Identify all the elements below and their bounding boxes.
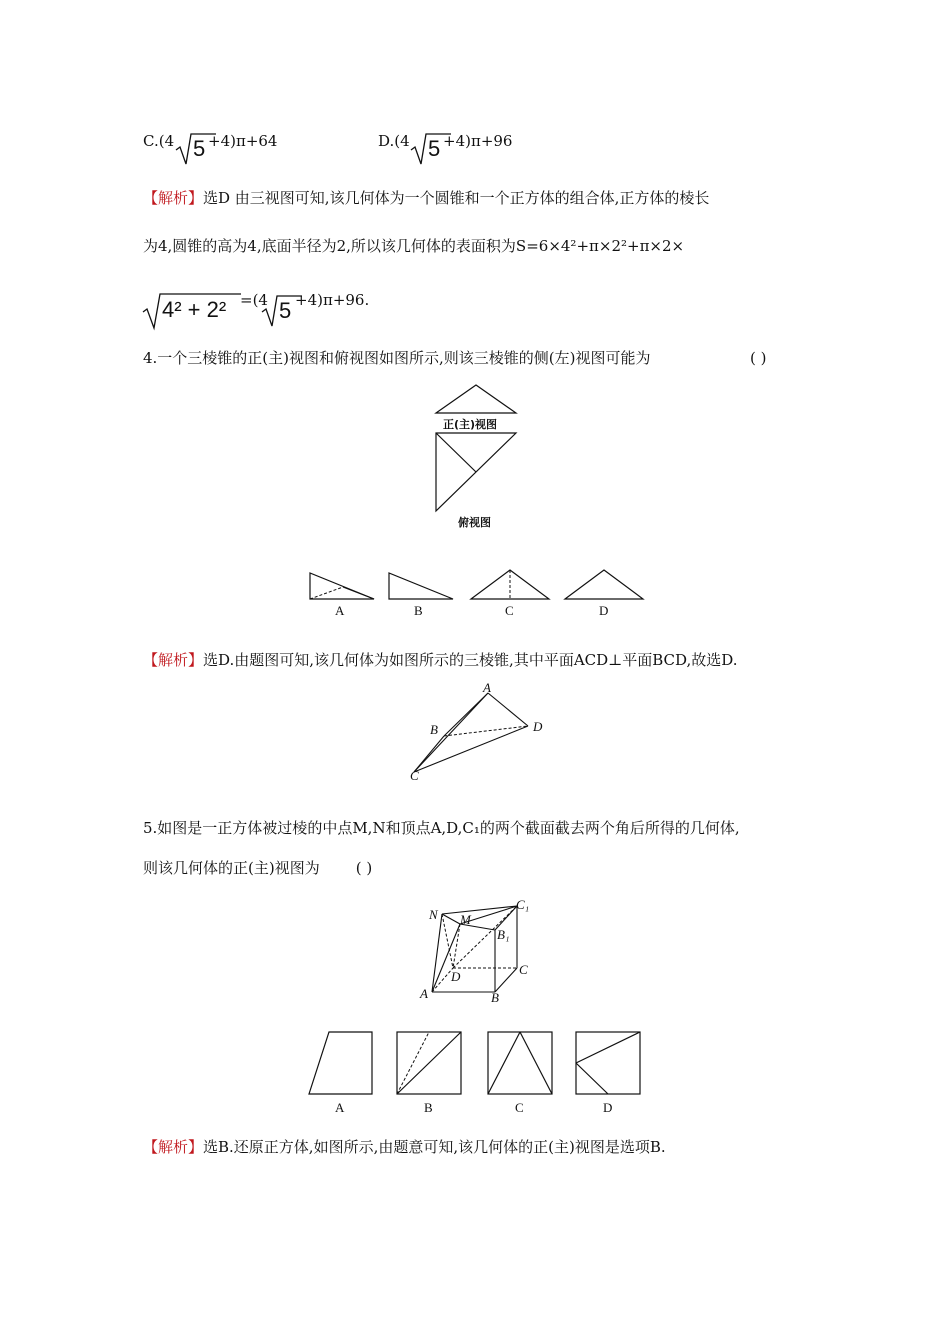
sol4-point-b: B (430, 722, 438, 737)
q4-answer-paren: ( ) (750, 349, 767, 367)
sol3-line1 (143, 188, 709, 208)
q5-option-a-figure (309, 1032, 372, 1094)
q4-option-b-label: B (414, 603, 423, 618)
q5-option-c-figure (488, 1032, 552, 1094)
sol5-line (143, 1137, 666, 1157)
q4-option-d-figure (565, 570, 643, 599)
q4-top-view (430, 431, 550, 521)
sol4-pyramid (400, 680, 560, 790)
q4-option-a-label: A (335, 603, 345, 618)
q5-option-b-label: B (424, 1100, 433, 1115)
q5-option-c-label: C (515, 1100, 524, 1115)
q4-front-label: 正(主)视图 (443, 418, 498, 431)
q3-option-c (143, 131, 174, 151)
q5-stem-line2 (143, 858, 372, 878)
q5-stem-line1: 5.如图是一正方体被过棱的中点M,N和顶点A,D,C₁的两个截面截去两个角后所得的几何体, (143, 819, 740, 837)
q5-answer-paren: ( ) (355, 859, 373, 877)
q4-option-b-figure (389, 573, 453, 599)
q4-options-figures (305, 567, 665, 607)
q5-option-d-figure (576, 1032, 640, 1094)
sol4-line (143, 650, 738, 670)
sol3-line2: 为4,圆锥的高为4,底面半径为2,所以该几何体的表面积为S=6×4²+π×2²+π×2× (143, 237, 685, 255)
q3-option-d (378, 131, 410, 151)
q4-option-c-figure (471, 570, 549, 599)
sol4-point-a: A (483, 680, 491, 695)
sol5-text: 选B.还原正方体,如图所示,由题意可知,该几何体的正(主)视图是选项B. (203, 1138, 666, 1156)
q5-label-d: D (451, 969, 461, 984)
q4-option-a-figure (310, 573, 374, 599)
q4-stem: 4.一个三棱锥的正(主)视图和俯视图如图所示,则该三棱锥的侧(左)视图可能为 (143, 349, 651, 367)
q5-label-b1: B₁ (497, 927, 510, 942)
q4-top-label: 俯视图 (458, 516, 491, 529)
sol3-eq: =(4 (240, 291, 268, 309)
sol3-tail: +4)π+96. (295, 291, 370, 309)
sol4-point-c: C (410, 768, 419, 783)
q5-option-b-figure (397, 1032, 461, 1094)
sol3-text1: 选D 由三视图可知,该几何体为一个圆锥和一个正方体的组合体,正方体的棱长 (203, 189, 710, 207)
q5-label-c: C (519, 962, 528, 977)
sol4-tag: 【解析】 (143, 651, 204, 669)
sol3-radicand-5: 5 (279, 298, 292, 323)
q5-label-n: N (429, 907, 438, 922)
sol3-tag: 【解析】 (143, 189, 204, 207)
sol5-tag: 【解析】 (143, 1138, 204, 1156)
sol4-point-d: D (533, 719, 543, 734)
sol3-radicand: 4² + 2² (162, 297, 227, 322)
q5-option-a-label: A (335, 1100, 345, 1115)
q5-option-d-label: D (603, 1100, 613, 1115)
q3-optc-prefix: C.(4 (143, 132, 175, 150)
q4-option-c-label: C (505, 603, 514, 618)
q3-optd-radicand: 5 (428, 136, 441, 161)
q5-label-a: A (420, 986, 428, 1001)
q5-options-figures (305, 1030, 665, 1100)
q3-optc-radicand: 5 (193, 136, 206, 161)
q4-option-d-label: D (599, 603, 609, 618)
q5-label-m: M (460, 912, 471, 927)
q3-optd-suffix: +4)π+96 (443, 132, 513, 150)
sol4-text: 选D.由题图可知,该几何体为如图所示的三棱锥,其中平面ACD⊥平面BCD,故选D. (203, 651, 738, 669)
q3-optd-prefix: D.(4 (378, 132, 410, 150)
q5-label-b: B (491, 990, 499, 1005)
q5-label-c1: C₁ (516, 897, 530, 912)
q5-stem-text2: 则该几何体的正(主)视图为 (143, 859, 320, 877)
q3-optc-suffix: +4)π+64 (208, 132, 278, 150)
